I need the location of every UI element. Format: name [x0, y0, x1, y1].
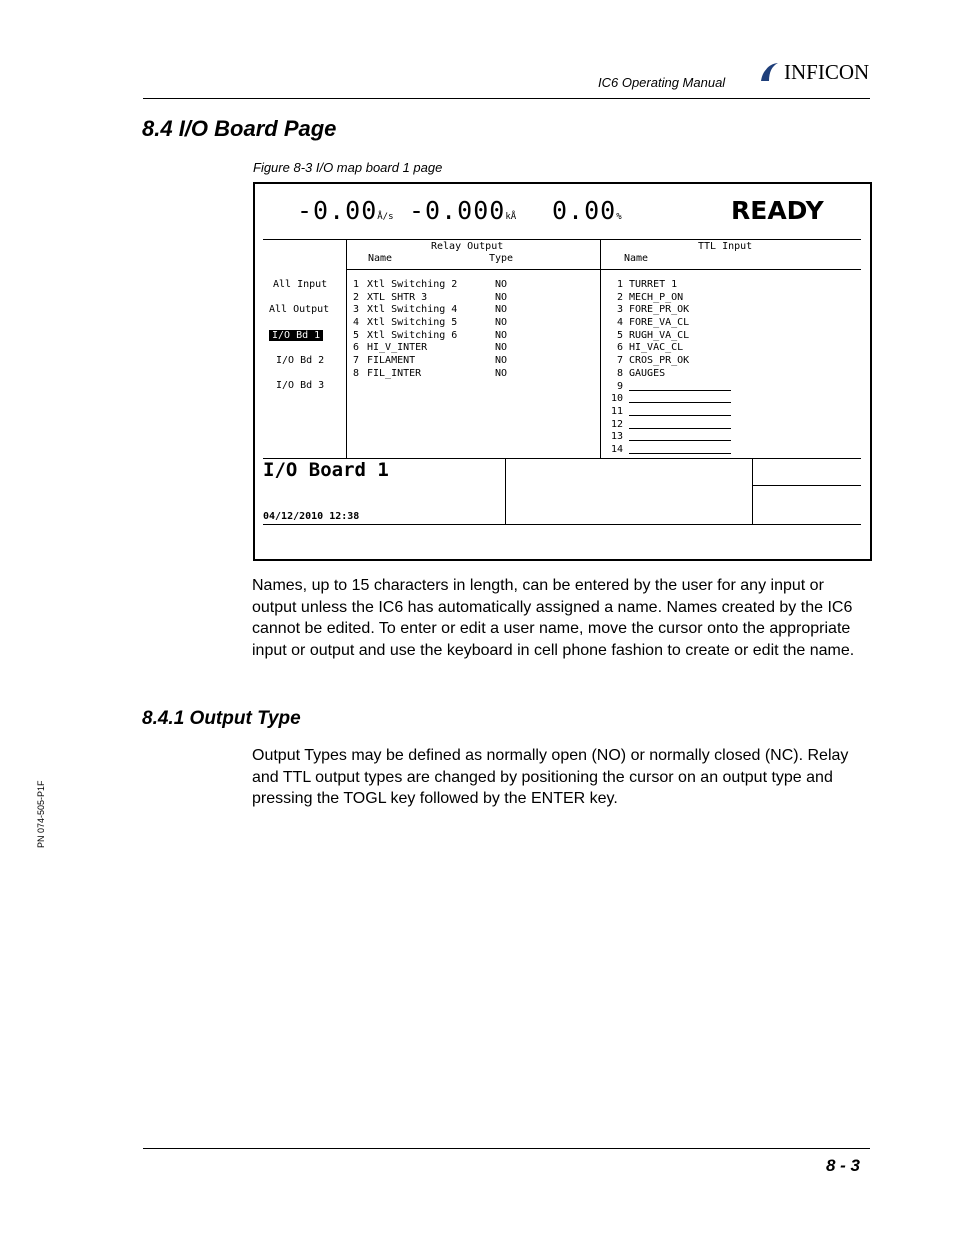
ttl-row-empty[interactable]: 13 — [603, 431, 731, 444]
relay-row[interactable]: 3 Xtl Switching 4 NO — [353, 304, 508, 316]
menu-io-bd-1-label: I/O Bd 1 — [269, 330, 323, 341]
power-unit: % — [616, 212, 622, 222]
name-blank-line — [629, 431, 731, 441]
ttl-list — [603, 279, 731, 457]
relay-col-type: Type — [489, 253, 514, 264]
inficon-logo — [760, 60, 869, 84]
menu-all-output[interactable]: All Output — [269, 304, 330, 315]
power-value: 0.00 — [552, 196, 617, 225]
status-ready: READY — [731, 196, 824, 225]
relay-row[interactable]: 5 Xtl Switching 6 NO — [353, 329, 508, 341]
ttl-row[interactable]: 4 FORE_VA_CL — [616, 317, 690, 329]
name-blank-line — [629, 406, 731, 416]
divider-bottom-1 — [505, 458, 506, 524]
relay-row[interactable]: 1 Xtl Switching 2 NO — [353, 279, 508, 290]
ttl-row-empty[interactable]: 14 — [603, 444, 731, 457]
ttl-header: TTL Input — [698, 241, 753, 252]
header-rule — [143, 98, 870, 99]
relay-row[interactable]: 7 FILAMENT NO — [353, 355, 508, 367]
page-number: 8 - 3 — [826, 1156, 861, 1175]
board-datetime: 04/12/2010 12:38 — [263, 511, 360, 522]
part-number: PN 074-505-P1F — [36, 780, 46, 848]
divider-bottom-2 — [752, 458, 753, 524]
thickness-readout — [409, 196, 516, 225]
relay-row[interactable]: 4 Xtl Switching 5 NO — [353, 317, 508, 329]
name-blank-line — [629, 381, 731, 391]
ttl-row[interactable]: 5 RUGH_VA_CL — [616, 329, 690, 341]
manual-title: IC6 Operating Manual — [598, 75, 726, 90]
ttl-row-empty[interactable]: 11 — [603, 406, 731, 419]
ttl-row-empty[interactable]: 9 — [603, 381, 731, 394]
paragraph-names: Names, up to 15 characters in length, can be entered by the user for any input or output unless the IC6 has automatically assigned a name. Names created by the IC6 cannot be edited. To enter or edit a user name, move the cursor onto the appropriate input or output and use the keyboard in cell phone fashion to create or edit the name. — [252, 577, 855, 659]
relay-header: Relay Output — [431, 241, 504, 252]
ttl-row[interactable]: 6 HI_VAC_CL — [616, 342, 684, 354]
ttl-col-name: Name — [624, 253, 649, 264]
divider-top — [263, 239, 861, 240]
relay-row[interactable]: 8 FIL_INTER NO — [353, 367, 508, 379]
ttl-row[interactable]: 3 FORE_PR_OK — [616, 304, 690, 316]
thickness-unit: kÅ — [505, 212, 517, 222]
divider-footer — [263, 524, 861, 525]
subsection-title: 8.4.1 Output Type — [142, 708, 301, 729]
section-title: 8.4 I/O Board Page — [142, 116, 337, 141]
menu-io-bd-1[interactable] — [269, 330, 323, 341]
figure-caption: Figure 8-3 I/O map board 1 page — [253, 160, 443, 175]
ttl-row[interactable]: 8 GAUGES — [616, 367, 666, 379]
paragraph-output-type: Output Types may be defined as normally open (NO) or normally closed (NC). Relay and TTL output types are changed by positioning the cursor on an output type and pressing the TOGL key followed by the ENTER key. — [252, 747, 849, 808]
ttl-row[interactable]: 2 MECH_P_ON — [616, 291, 684, 303]
rate-readout — [297, 196, 394, 225]
ttl-row[interactable]: 1 TURRET 1 — [616, 279, 678, 290]
name-blank-line — [629, 444, 731, 454]
rate-unit: Å/s — [377, 212, 394, 222]
thickness-value: -0.000 — [409, 196, 506, 225]
logo-text: INFICON — [784, 59, 870, 84]
relay-list — [353, 279, 507, 381]
board-title: I/O Board 1 — [263, 459, 389, 481]
ttl-row-empty[interactable]: 12 — [603, 419, 731, 432]
menu-all-input[interactable]: All Input — [273, 279, 328, 290]
relay-row[interactable]: 6 HI_V_INTER NO — [353, 342, 508, 354]
io-board-screen — [253, 182, 872, 561]
divider-bottom-right — [753, 485, 861, 486]
power-readout — [552, 196, 622, 225]
relay-row[interactable]: 2 XTL SHTR 3 NO — [353, 291, 508, 303]
inficon-swoosh-icon — [760, 61, 780, 83]
relay-col-name: Name — [368, 253, 393, 264]
divider-side — [346, 239, 347, 459]
divider-mid — [600, 239, 601, 459]
ttl-row[interactable]: 7 CROS_PR_OK — [616, 355, 690, 367]
menu-io-bd-3[interactable]: I/O Bd 3 — [276, 380, 325, 391]
divider-colheaders — [347, 269, 861, 270]
footer-rule — [143, 1148, 870, 1149]
name-blank-line — [629, 419, 731, 429]
ttl-row-empty[interactable]: 10 — [603, 393, 731, 406]
menu-io-bd-2[interactable]: I/O Bd 2 — [276, 355, 325, 366]
name-blank-line — [629, 393, 731, 403]
rate-value: -0.00 — [297, 196, 378, 225]
